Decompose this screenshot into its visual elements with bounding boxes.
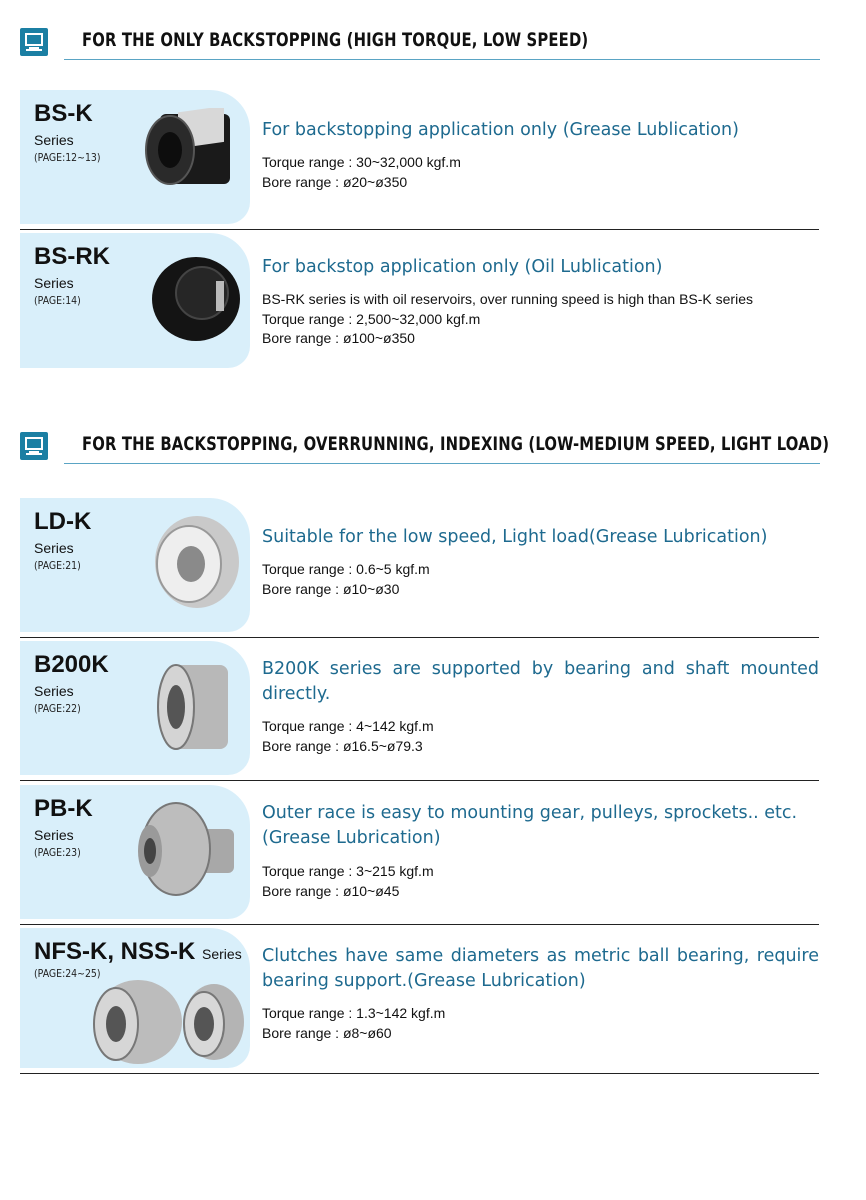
section-header-overrunning xyxy=(20,432,830,464)
product-specs xyxy=(262,717,819,756)
product-divider xyxy=(20,1073,819,1075)
product-page-ref: (PAGE:22) xyxy=(34,702,81,715)
product-specs xyxy=(262,560,819,599)
product-name: BS-K xyxy=(34,100,93,127)
product-series-label: Series xyxy=(34,275,74,291)
product-name: B200K xyxy=(34,651,109,678)
product-bs-rk xyxy=(20,233,819,368)
section-title: FOR THE BACKSTOPPING, OVERRUNNING, INDEXING (LOW-MEDIUM SPEED, LIGHT LOAD) xyxy=(82,433,830,455)
product-page-ref: (PAGE:14) xyxy=(34,294,81,307)
description-line: BS-RK series is with oil reservoirs, over running speed is high than BS-K series xyxy=(262,291,753,307)
computer-monitor-icon xyxy=(20,28,48,56)
bore-range: Bore range : ø100~ø350 xyxy=(262,330,415,346)
product-name: PB-K xyxy=(34,795,93,822)
product-page-ref: (PAGE:21) xyxy=(34,559,81,572)
product-series-label: Series xyxy=(34,683,74,699)
product-b200k xyxy=(20,641,819,781)
product-nfs-k-nss-k xyxy=(20,928,819,1074)
product-specs xyxy=(262,862,819,901)
product-series-label: Series xyxy=(34,827,74,843)
product-name-text: NFS-K, NSS-K xyxy=(34,938,196,965)
bore-range: Bore range : ø10~ø30 xyxy=(262,580,400,597)
bore-range: Bore range : ø20~ø350 xyxy=(262,173,408,190)
bore-range: Bore range : ø10~ø45 xyxy=(262,882,400,899)
bore-range: Bore range : ø8~ø60 xyxy=(262,1024,392,1041)
section-rule xyxy=(64,463,820,464)
product-headline: For backstopping application only (Grease Lublication) xyxy=(262,120,739,140)
product-pb-k xyxy=(20,785,819,925)
product-name xyxy=(34,938,242,966)
product-headline: For backstop application only (Oil Lublication) xyxy=(262,257,663,277)
product-page-ref: (PAGE:23) xyxy=(34,846,81,859)
product-page-ref: (PAGE:24~25) xyxy=(34,967,101,980)
product-series-label: Series xyxy=(34,132,74,148)
torque-range: Torque range : 2,500~32,000 kgf.m xyxy=(262,310,481,327)
product-divider xyxy=(20,924,819,926)
computer-monitor-icon xyxy=(20,432,48,460)
torque-range: Torque range : 30~32,000 kgf.m xyxy=(262,154,461,170)
product-divider xyxy=(20,229,819,231)
section-title: FOR THE ONLY BACKSTOPPING (HIGH TORQUE, LOW SPEED) xyxy=(82,29,589,51)
nfs-k-nss-k-clutch-image xyxy=(76,976,254,1068)
product-headline: Outer race is easy to mounting gear, pulleys, sprockets.. etc. (Grease Lubrication) xyxy=(262,803,798,848)
product-headline: Clutches have same diameters as metric ball bearing, require bearing support.(Grease Lubrication) xyxy=(262,946,819,991)
product-ld-k xyxy=(20,498,819,638)
bs-k-clutch-image xyxy=(138,108,238,190)
torque-range: Torque range : 4~142 kgf.m xyxy=(262,718,434,734)
product-specs xyxy=(262,290,819,349)
product-specs xyxy=(262,153,819,192)
product-series-label: Series xyxy=(202,946,242,962)
pb-k-clutch-image xyxy=(128,797,240,903)
bore-range: Bore range : ø16.5~ø79.3 xyxy=(262,737,423,754)
section-rule xyxy=(64,59,820,60)
section-header-backstopping xyxy=(20,28,820,60)
product-name: LD-K xyxy=(34,508,92,535)
product-specs xyxy=(262,1004,819,1043)
product-divider xyxy=(20,637,819,639)
product-name: BS-RK xyxy=(34,243,110,270)
torque-range: Torque range : 3~215 kgf.m xyxy=(262,863,434,879)
product-headline: Suitable for the low speed, Light load(Grease Lubrication) xyxy=(262,527,768,547)
product-page-ref: (PAGE:12~13) xyxy=(34,151,101,164)
product-series-label: Series xyxy=(34,540,74,556)
ld-k-clutch-image xyxy=(145,512,245,612)
product-divider xyxy=(20,780,819,782)
b200k-clutch-image xyxy=(152,657,242,757)
torque-range: Torque range : 1.3~142 kgf.m xyxy=(262,1005,446,1021)
product-headline: B200K series are supported by bearing and shaft mounted directly. xyxy=(262,659,819,704)
torque-range: Torque range : 0.6~5 kgf.m xyxy=(262,561,430,577)
product-bs-k xyxy=(20,90,819,230)
bs-rk-clutch-image xyxy=(146,251,246,343)
